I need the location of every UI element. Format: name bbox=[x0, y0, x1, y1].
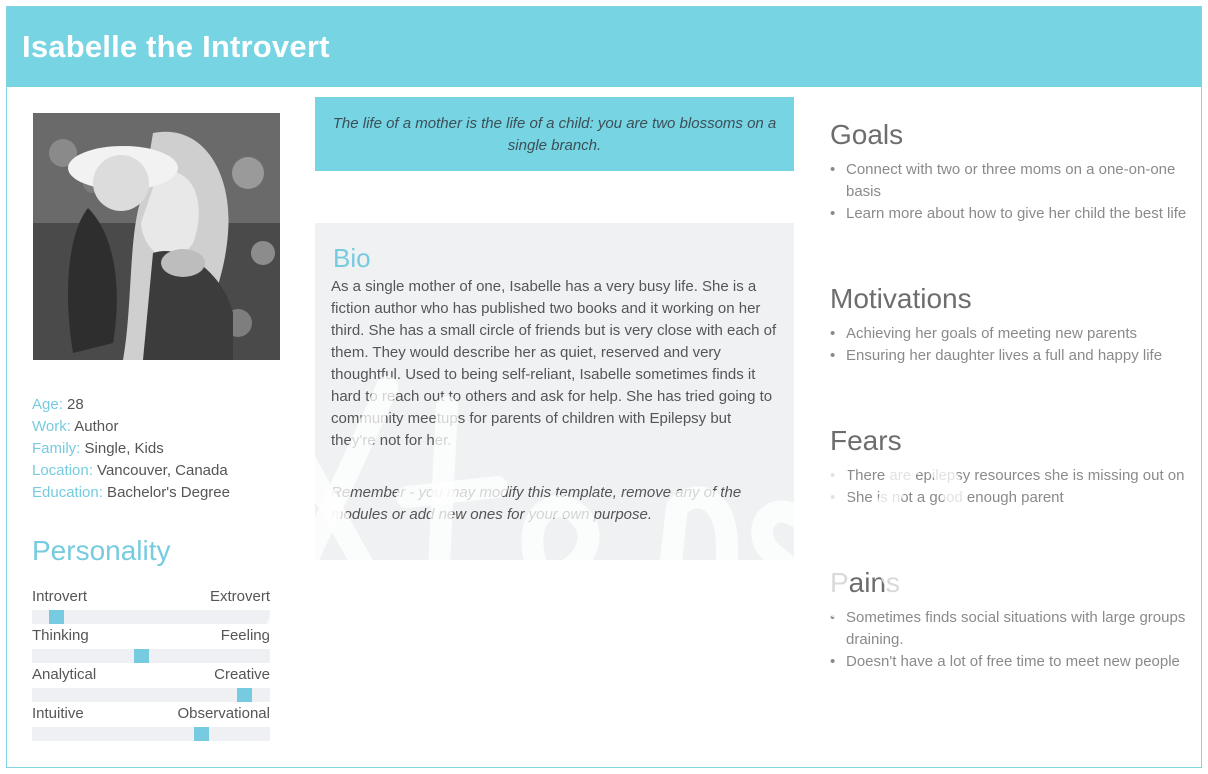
trait-thumb bbox=[194, 727, 209, 741]
fears-section bbox=[830, 425, 1190, 509]
motivation-item: • Achieving her goals of meeting new parents bbox=[830, 323, 1190, 345]
fact-family: Family: Single, Kids bbox=[32, 440, 164, 457]
trait-right-label: Extrovert bbox=[209, 588, 270, 605]
persona-photo bbox=[33, 113, 280, 360]
trait-slider-thinking-feeling bbox=[32, 627, 270, 663]
fact-work: Work: Author bbox=[32, 418, 119, 435]
trait-slider-intuitive-observational bbox=[32, 705, 270, 741]
trait-slider-analytical-creative bbox=[32, 666, 270, 702]
trait-track bbox=[32, 727, 270, 741]
trait-right-label: Creative bbox=[214, 666, 270, 683]
trait-left-label: Analytical bbox=[32, 666, 97, 683]
trait-slider-introvert-extrovert bbox=[32, 588, 270, 624]
goal-item: • Learn more about how to give her child the best life bbox=[830, 203, 1190, 225]
fear-item: • There are epilepsy resources she is missing out on bbox=[830, 465, 1190, 487]
fear-item: • She is not a good enough parent bbox=[830, 487, 1190, 509]
fact-location: Location: Vancouver, Canada bbox=[32, 462, 228, 479]
personality-title: Personality bbox=[32, 535, 171, 566]
trait-track bbox=[32, 649, 270, 663]
trait-left-label: Thinking bbox=[32, 627, 89, 644]
trait-thumb bbox=[49, 610, 64, 624]
fact-education: Education: Bachelor's Degree bbox=[32, 484, 230, 501]
fact-age: Age: 28 bbox=[32, 396, 84, 413]
page-title: Isabelle the Introvert bbox=[22, 29, 330, 64]
trait-right-label: Observational bbox=[177, 705, 270, 722]
trait-left-label: Intuitive bbox=[32, 705, 84, 722]
persona-card bbox=[6, 6, 1202, 768]
trait-thumb bbox=[237, 688, 252, 702]
trait-thumb bbox=[134, 649, 149, 663]
pains-title: Pains bbox=[830, 567, 901, 598]
motivations-title: Motivations bbox=[830, 283, 972, 314]
fears-title: Fears bbox=[830, 425, 902, 456]
bio-remember-note: Remember - you may modify this template, remove any of the modules or add new ones for your own purpose. bbox=[331, 484, 742, 523]
pains-section bbox=[830, 567, 1190, 673]
bio-title: Bio bbox=[333, 243, 371, 273]
bio-text: As a single mother of one, Isabelle has a very busy life. She is a fiction author who has published two books and it working on her third. She has a small circle of friends but is very close with each of them. They would describe her as quiet, reserved and very thoughtful. Used to being self-reliant, Isabelle sometimes finds it hard to reach out to others and ask for help. She has tried going to community meetups for parents of children with Epilepsy but they're not for her. bbox=[331, 278, 777, 449]
header-bar bbox=[7, 7, 1201, 87]
bio-panel bbox=[315, 223, 794, 560]
trait-right-label: Feeling bbox=[220, 627, 270, 644]
trait-track bbox=[32, 688, 270, 702]
goals-section bbox=[830, 119, 1190, 225]
quote-box: The life of a mother is the life of a child: you are two blossoms on a single branch. bbox=[315, 97, 794, 171]
motivation-item: • Ensuring her daughter lives a full and happy life bbox=[830, 345, 1190, 367]
persona-facts bbox=[32, 394, 230, 504]
goals-title: Goals bbox=[830, 119, 904, 150]
goal-item: • Connect with two or three moms on a one-on-one basis bbox=[830, 159, 1190, 203]
trait-track bbox=[32, 610, 270, 624]
pain-item: • Doesn't have a lot of free time to meet new people bbox=[830, 651, 1190, 673]
pain-item: • Sometimes finds social situations with large groups draining. bbox=[830, 607, 1190, 651]
trait-left-label: Introvert bbox=[32, 588, 88, 605]
motivations-section bbox=[830, 283, 1190, 367]
